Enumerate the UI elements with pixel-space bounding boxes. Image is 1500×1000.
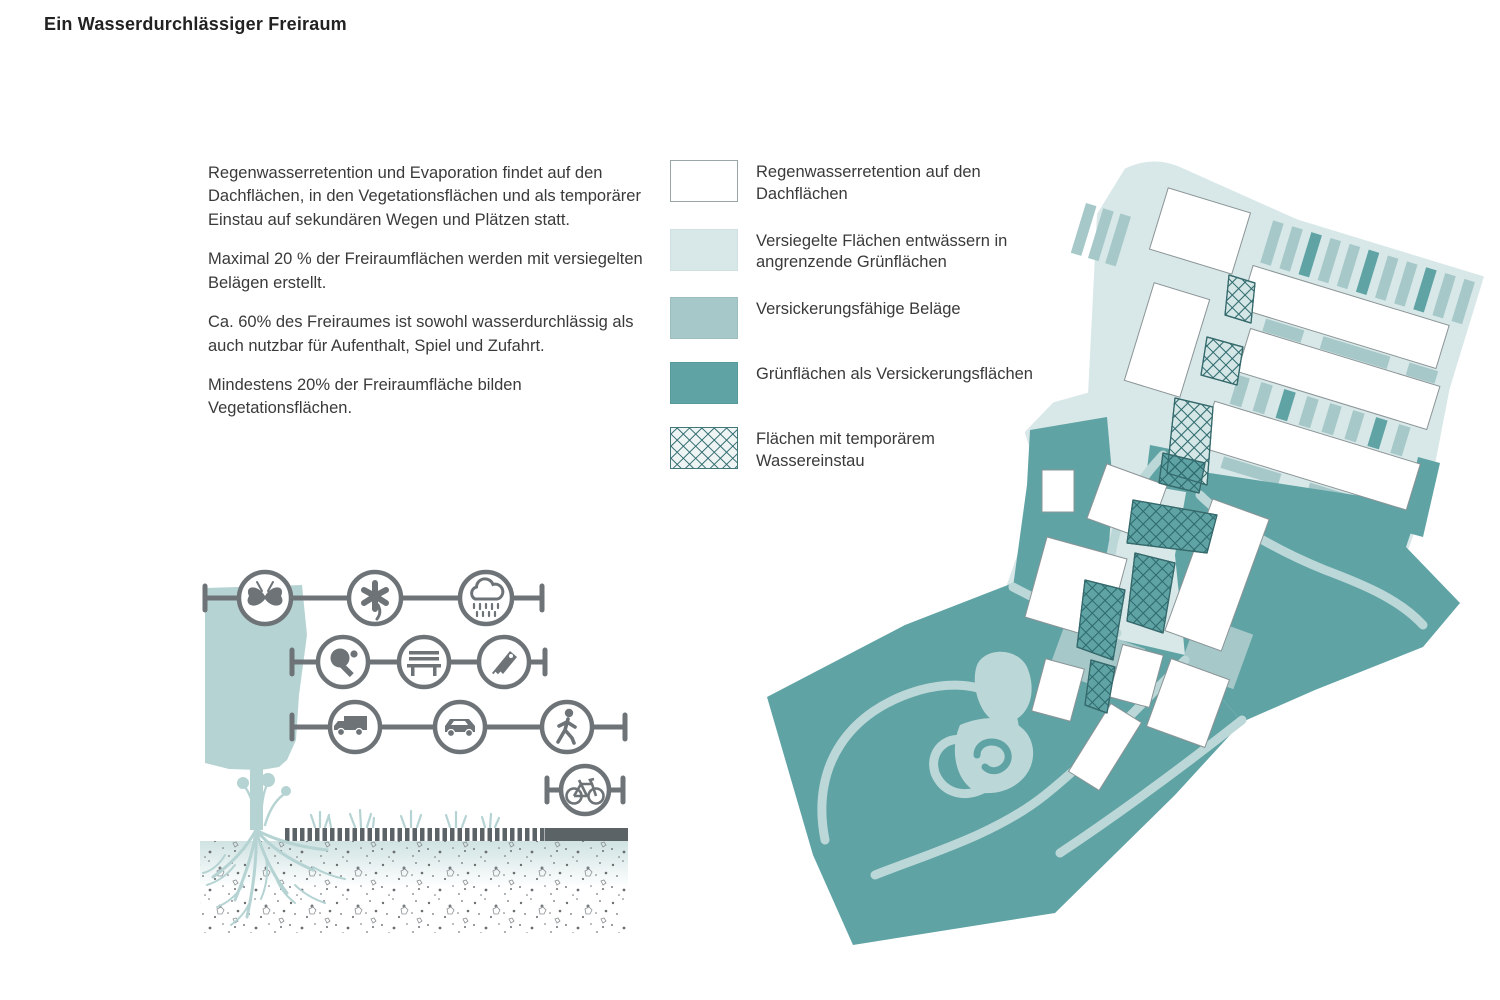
pedestrian-icon bbox=[542, 702, 592, 752]
truck-icon bbox=[330, 702, 380, 752]
section-sketch bbox=[195, 555, 645, 945]
butterfly-icon bbox=[239, 572, 291, 624]
bench-icon bbox=[399, 637, 449, 687]
paragraph: Maximal 20 % der Freiraumflächen werden mit versiegelten Belägen erstellt. bbox=[208, 250, 643, 292]
legend-swatch-white bbox=[670, 160, 738, 202]
legend-label: Versiegelte Flächen entwässern in angrenzende Grünflächen bbox=[756, 231, 1008, 272]
rain-cloud-icon bbox=[460, 572, 512, 624]
vegetation bbox=[237, 773, 499, 827]
site-plan-map bbox=[755, 155, 1485, 995]
legend-label: Flächen mit temporärem Wassereinstau bbox=[756, 430, 935, 470]
plant-icon bbox=[349, 572, 401, 624]
table-tennis-icon bbox=[318, 637, 368, 687]
legend-swatch-dark-teal bbox=[670, 362, 738, 404]
legend-swatch-crosshatch bbox=[670, 427, 738, 469]
page-title: Ein Wasserdurchlässiger Freiraum bbox=[44, 14, 347, 34]
pavement-strip bbox=[283, 828, 628, 841]
legend-swatch-light-teal bbox=[670, 229, 738, 271]
car-icon bbox=[435, 702, 485, 752]
paragraph: Ca. 60% des Freiraumes ist sowohl wasserdurchlässig als auch nutzbar für Aufenthalt, Spiel und Zufahrt. bbox=[208, 313, 634, 355]
intro-text bbox=[208, 162, 643, 437]
paragraph: Mindestens 20% der Freiraumfläche bilden Vegetationsflächen. bbox=[208, 375, 522, 418]
legend-label: Regenwasserretention auf den Dachflächen bbox=[756, 163, 981, 203]
bicycle-icon bbox=[561, 766, 609, 814]
paragraph: Regenwasserretention und Evaporation findet auf den Dachflächen, in den Vegetationsflächen und als temporärer Einstau auf sekundären Wegen und Plätzen statt. bbox=[208, 164, 641, 229]
legend-swatch-medium-teal bbox=[670, 297, 738, 339]
legend-label: Versickerungsfähige Beläge bbox=[756, 300, 961, 319]
legend-label: Grünflächen als Versickerungsflächen bbox=[756, 365, 1033, 384]
saw-icon bbox=[479, 637, 529, 687]
